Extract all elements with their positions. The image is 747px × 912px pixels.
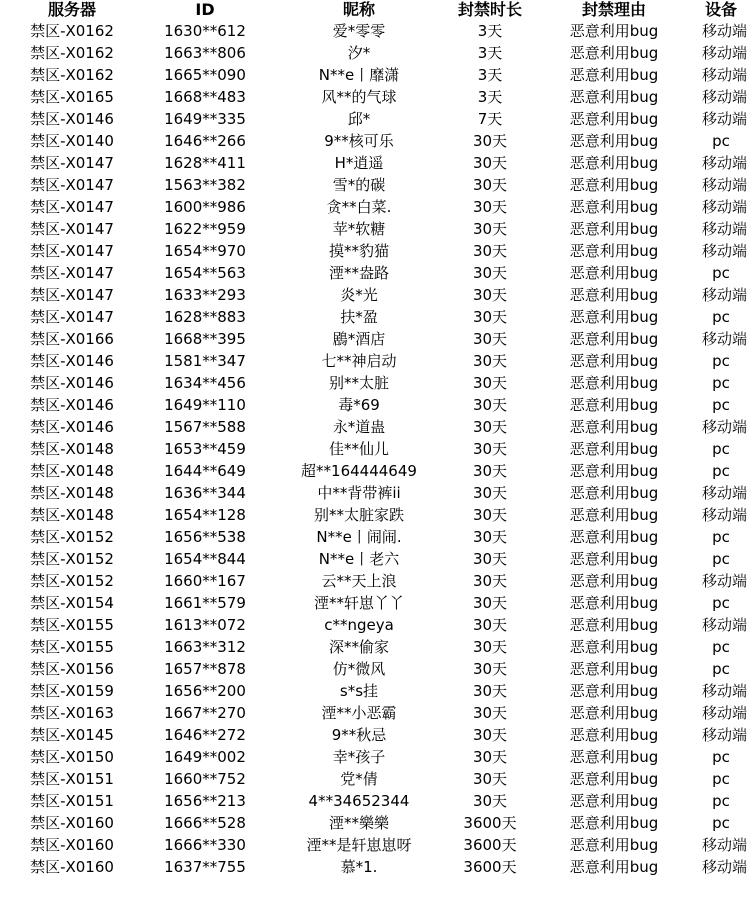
cell-duration: 3天 bbox=[477, 22, 503, 40]
cell-server: 禁区-X0147 bbox=[30, 264, 114, 282]
cell-duration: 30天 bbox=[472, 352, 508, 370]
cell-server: 禁区-X0162 bbox=[30, 66, 114, 84]
cell-server: 禁区-X0146 bbox=[30, 374, 114, 392]
cell-device: pc bbox=[712, 638, 730, 656]
cell-nickname: 别**太脏家跌 bbox=[313, 506, 404, 524]
cell-device: pc bbox=[712, 748, 730, 766]
cell-nickname: 湮**轩崽丫丫 bbox=[313, 594, 404, 612]
cell-reason: 恶意利用bug bbox=[569, 264, 659, 282]
cell-id: 1665**090 bbox=[164, 66, 246, 84]
table-row bbox=[0, 658, 740, 680]
cell-duration: 30天 bbox=[472, 792, 508, 810]
cell-server: 禁区-X0160 bbox=[30, 836, 114, 854]
cell-nickname: 湮**盎路 bbox=[328, 264, 389, 282]
cell-duration: 30天 bbox=[472, 638, 508, 656]
cell-nickname: 湮**小恶霸 bbox=[321, 704, 397, 722]
cell-nickname: 扶*盈 bbox=[340, 308, 378, 326]
cell-server: 禁区-X0146 bbox=[30, 396, 114, 414]
cell-nickname: 仿*微风 bbox=[332, 660, 386, 678]
cell-device: pc bbox=[712, 814, 730, 832]
table-row bbox=[0, 350, 740, 372]
table-row bbox=[0, 504, 740, 526]
cell-server: 禁区-X0147 bbox=[30, 154, 114, 172]
cell-reason: 恶意利用bug bbox=[569, 440, 659, 458]
cell-nickname: 中**背带裤ii bbox=[317, 484, 401, 502]
cell-duration: 30天 bbox=[472, 286, 508, 304]
cell-duration: 30天 bbox=[472, 770, 508, 788]
cell-nickname: 湮**是轩崽崽呀 bbox=[306, 836, 412, 854]
cell-device: 移动端 bbox=[702, 858, 747, 876]
cell-id: 1600**986 bbox=[164, 198, 246, 216]
cell-id: 1630**612 bbox=[164, 22, 246, 40]
header-id: ID bbox=[195, 0, 215, 19]
cell-nickname: N**e丨老六 bbox=[318, 550, 400, 568]
cell-duration: 30天 bbox=[472, 572, 508, 590]
cell-server: 禁区-X0146 bbox=[30, 418, 114, 436]
table-row bbox=[0, 812, 740, 834]
table-row bbox=[0, 86, 740, 108]
cell-id: 1628**883 bbox=[164, 308, 246, 326]
cell-id: 1646**272 bbox=[164, 726, 246, 744]
cell-server: 禁区-X0148 bbox=[30, 462, 114, 480]
cell-id: 1656**538 bbox=[164, 528, 246, 546]
header-reason: 封禁理由 bbox=[581, 0, 646, 19]
cell-device: 移动端 bbox=[702, 220, 747, 238]
cell-duration: 3天 bbox=[477, 88, 503, 106]
cell-duration: 30天 bbox=[472, 704, 508, 722]
cell-device: 移动端 bbox=[702, 506, 747, 524]
cell-duration: 30天 bbox=[472, 154, 508, 172]
cell-device: pc bbox=[712, 462, 730, 480]
table-row bbox=[0, 416, 740, 438]
table-row bbox=[0, 262, 740, 284]
cell-reason: 恶意利用bug bbox=[569, 748, 659, 766]
cell-duration: 30天 bbox=[472, 506, 508, 524]
cell-id: 1663**312 bbox=[164, 638, 246, 656]
table-header bbox=[0, 0, 740, 20]
cell-reason: 恶意利用bug bbox=[569, 66, 659, 84]
cell-nickname: 摸**豹猫 bbox=[328, 242, 389, 260]
cell-reason: 恶意利用bug bbox=[569, 638, 659, 656]
table-row bbox=[0, 570, 740, 592]
table-body bbox=[0, 20, 747, 878]
cell-reason: 恶意利用bug bbox=[569, 770, 659, 788]
cell-id: 1663**806 bbox=[164, 44, 246, 62]
cell-server: 禁区-X0150 bbox=[30, 748, 114, 766]
cell-duration: 30天 bbox=[472, 242, 508, 260]
cell-reason: 恶意利用bug bbox=[569, 352, 659, 370]
cell-duration: 30天 bbox=[472, 220, 508, 238]
cell-id: 1667**270 bbox=[164, 704, 246, 722]
cell-device: 移动端 bbox=[702, 242, 747, 260]
cell-duration: 30天 bbox=[472, 198, 508, 216]
cell-nickname: 9**秋忌 bbox=[331, 726, 387, 744]
cell-device: 移动端 bbox=[702, 110, 747, 128]
cell-reason: 恶意利用bug bbox=[569, 176, 659, 194]
cell-device: 移动端 bbox=[702, 484, 747, 502]
table-row bbox=[0, 856, 740, 878]
cell-reason: 恶意利用bug bbox=[569, 44, 659, 62]
table-row bbox=[0, 460, 740, 482]
cell-id: 1666**528 bbox=[164, 814, 246, 832]
cell-id: 1636**344 bbox=[164, 484, 246, 502]
cell-duration: 30天 bbox=[472, 484, 508, 502]
cell-reason: 恶意利用bug bbox=[569, 594, 659, 612]
cell-server: 禁区-X0165 bbox=[30, 88, 114, 106]
cell-reason: 恶意利用bug bbox=[569, 660, 659, 678]
table-row bbox=[0, 42, 740, 64]
cell-server: 禁区-X0159 bbox=[30, 682, 114, 700]
cell-device: pc bbox=[712, 550, 730, 568]
cell-duration: 30天 bbox=[472, 528, 508, 546]
cell-nickname: 幸*孩子 bbox=[332, 748, 386, 766]
cell-device: pc bbox=[712, 264, 730, 282]
cell-device: 移动端 bbox=[702, 616, 747, 634]
cell-nickname: 佳**仙儿 bbox=[328, 440, 389, 458]
cell-server: 禁区-X0155 bbox=[30, 638, 114, 656]
table-row bbox=[0, 724, 740, 746]
cell-duration: 30天 bbox=[472, 176, 508, 194]
cell-server: 禁区-X0147 bbox=[30, 198, 114, 216]
cell-duration: 30天 bbox=[472, 660, 508, 678]
cell-duration: 30天 bbox=[472, 308, 508, 326]
cell-device: pc bbox=[712, 308, 730, 326]
cell-duration: 30天 bbox=[472, 462, 508, 480]
table-row bbox=[0, 592, 740, 614]
cell-nickname: 苹*软糖 bbox=[332, 220, 386, 238]
cell-id: 1644**649 bbox=[164, 462, 246, 480]
cell-nickname: 风**的气球 bbox=[321, 88, 397, 106]
table-row bbox=[0, 746, 740, 768]
cell-device: 移动端 bbox=[702, 418, 747, 436]
cell-id: 1563**382 bbox=[164, 176, 246, 194]
cell-device: pc bbox=[712, 396, 730, 414]
cell-server: 禁区-X0151 bbox=[30, 770, 114, 788]
table-row bbox=[0, 108, 740, 130]
cell-device: pc bbox=[712, 594, 730, 612]
cell-duration: 3600天 bbox=[463, 836, 517, 854]
cell-reason: 恶意利用bug bbox=[569, 836, 659, 854]
cell-server: 禁区-X0152 bbox=[30, 572, 114, 590]
table-row bbox=[0, 548, 740, 570]
cell-reason: 恶意利用bug bbox=[569, 242, 659, 260]
cell-nickname: H*逍遥 bbox=[334, 154, 384, 172]
cell-reason: 恶意利用bug bbox=[569, 616, 659, 634]
cell-nickname: 别**太脏 bbox=[328, 374, 389, 392]
cell-device: 移动端 bbox=[702, 198, 747, 216]
header-server: 服务器 bbox=[47, 0, 96, 19]
cell-duration: 30天 bbox=[472, 616, 508, 634]
cell-nickname: N**e丨闹闹. bbox=[316, 528, 402, 546]
cell-device: pc bbox=[712, 770, 730, 788]
cell-nickname: 爱*零零 bbox=[332, 22, 386, 40]
cell-nickname: 永*道蛊 bbox=[332, 418, 386, 436]
cell-reason: 恶意利用bug bbox=[569, 462, 659, 480]
cell-id: 1657**878 bbox=[164, 660, 246, 678]
cell-id: 1654**128 bbox=[164, 506, 246, 524]
cell-id: 1637**755 bbox=[164, 858, 246, 876]
cell-device: 移动端 bbox=[702, 704, 747, 722]
table-row bbox=[0, 328, 740, 350]
cell-reason: 恶意利用bug bbox=[569, 506, 659, 524]
cell-duration: 30天 bbox=[472, 132, 508, 150]
cell-nickname: c**ngeya bbox=[324, 616, 394, 634]
cell-nickname: 慕*1. bbox=[340, 858, 378, 876]
cell-server: 禁区-X0147 bbox=[30, 176, 114, 194]
cell-server: 禁区-X0140 bbox=[30, 132, 114, 150]
cell-reason: 恶意利用bug bbox=[569, 110, 659, 128]
cell-nickname: 雪*的碳 bbox=[332, 176, 386, 194]
table-row bbox=[0, 614, 740, 636]
cell-duration: 30天 bbox=[472, 440, 508, 458]
cell-id: 1646**266 bbox=[164, 132, 246, 150]
cell-nickname: 七**神启动 bbox=[321, 352, 397, 370]
cell-server: 禁区-X0146 bbox=[30, 110, 114, 128]
cell-id: 1634**456 bbox=[164, 374, 246, 392]
cell-device: 移动端 bbox=[702, 572, 747, 590]
table-row bbox=[0, 372, 740, 394]
cell-server: 禁区-X0152 bbox=[30, 550, 114, 568]
cell-duration: 3天 bbox=[477, 66, 503, 84]
header-duration: 封禁时长 bbox=[457, 0, 522, 19]
cell-server: 禁区-X0151 bbox=[30, 792, 114, 810]
cell-server: 禁区-X0145 bbox=[30, 726, 114, 744]
cell-duration: 3600天 bbox=[463, 814, 517, 832]
cell-id: 1649**110 bbox=[164, 396, 246, 414]
table-row bbox=[0, 680, 740, 702]
cell-reason: 恶意利用bug bbox=[569, 550, 659, 568]
table-row bbox=[0, 152, 740, 174]
cell-nickname: 9**核可乐 bbox=[324, 132, 394, 150]
cell-nickname: 汐* bbox=[347, 44, 371, 62]
cell-reason: 恶意利用bug bbox=[569, 374, 659, 392]
cell-device: 移动端 bbox=[702, 836, 747, 854]
cell-server: 禁区-X0162 bbox=[30, 22, 114, 40]
cell-server: 禁区-X0148 bbox=[30, 484, 114, 502]
cell-device: 移动端 bbox=[702, 726, 747, 744]
cell-device: 移动端 bbox=[702, 176, 747, 194]
table-row bbox=[0, 438, 740, 460]
cell-server: 禁区-X0155 bbox=[30, 616, 114, 634]
cell-id: 1668**483 bbox=[164, 88, 246, 106]
cell-nickname: 邱* bbox=[347, 110, 371, 128]
cell-nickname: 超**164444649 bbox=[301, 462, 417, 480]
cell-id: 1656**213 bbox=[164, 792, 246, 810]
cell-duration: 30天 bbox=[472, 264, 508, 282]
cell-reason: 恶意利用bug bbox=[569, 330, 659, 348]
cell-nickname: 贪**白菜. bbox=[326, 198, 392, 216]
cell-device: 移动端 bbox=[702, 44, 747, 62]
cell-reason: 恶意利用bug bbox=[569, 418, 659, 436]
cell-nickname: 湮**樂樂 bbox=[328, 814, 389, 832]
table-row bbox=[0, 790, 740, 812]
cell-nickname: 深**偷家 bbox=[328, 638, 389, 656]
cell-id: 1613**072 bbox=[164, 616, 246, 634]
cell-device: 移动端 bbox=[702, 22, 747, 40]
cell-device: 移动端 bbox=[702, 682, 747, 700]
cell-server: 禁区-X0160 bbox=[30, 814, 114, 832]
cell-reason: 恶意利用bug bbox=[569, 198, 659, 216]
cell-id: 1653**459 bbox=[164, 440, 246, 458]
cell-device: 移动端 bbox=[702, 330, 747, 348]
cell-reason: 恶意利用bug bbox=[569, 858, 659, 876]
table-row bbox=[0, 526, 740, 548]
cell-id: 1654**844 bbox=[164, 550, 246, 568]
cell-nickname: 炎*光 bbox=[340, 286, 378, 304]
cell-nickname: s*s挂 bbox=[339, 682, 379, 700]
cell-nickname: 毒*69 bbox=[338, 396, 380, 414]
cell-id: 1666**330 bbox=[164, 836, 246, 854]
table-row bbox=[0, 196, 740, 218]
cell-nickname: 党*倩 bbox=[340, 770, 378, 788]
cell-reason: 恶意利用bug bbox=[569, 220, 659, 238]
cell-reason: 恶意利用bug bbox=[569, 484, 659, 502]
cell-duration: 30天 bbox=[472, 682, 508, 700]
table-row bbox=[0, 702, 740, 724]
cell-server: 禁区-X0147 bbox=[30, 220, 114, 238]
cell-duration: 3天 bbox=[477, 44, 503, 62]
cell-device: pc bbox=[712, 352, 730, 370]
table-row bbox=[0, 394, 740, 416]
cell-device: pc bbox=[712, 792, 730, 810]
table-row bbox=[0, 174, 740, 196]
cell-nickname: 鶋*酒店 bbox=[332, 330, 386, 348]
cell-reason: 恶意利用bug bbox=[569, 528, 659, 546]
cell-device: 移动端 bbox=[702, 88, 747, 106]
cell-reason: 恶意利用bug bbox=[569, 814, 659, 832]
cell-duration: 30天 bbox=[472, 594, 508, 612]
cell-nickname: N**e丨靡潇 bbox=[318, 66, 400, 84]
cell-device: pc bbox=[712, 440, 730, 458]
cell-reason: 恶意利用bug bbox=[569, 572, 659, 590]
header-row bbox=[0, 0, 740, 20]
cell-reason: 恶意利用bug bbox=[569, 396, 659, 414]
cell-server: 禁区-X0147 bbox=[30, 308, 114, 326]
cell-reason: 恶意利用bug bbox=[569, 22, 659, 40]
table-row bbox=[0, 482, 740, 504]
table-row bbox=[0, 284, 740, 306]
cell-id: 1567**588 bbox=[164, 418, 246, 436]
cell-id: 1660**167 bbox=[164, 572, 246, 590]
table-row bbox=[0, 240, 740, 262]
cell-id: 1668**395 bbox=[164, 330, 246, 348]
table-row bbox=[0, 834, 740, 856]
cell-device: pc bbox=[712, 528, 730, 546]
cell-device: 移动端 bbox=[702, 286, 747, 304]
cell-server: 禁区-X0148 bbox=[30, 440, 114, 458]
cell-id: 1654**970 bbox=[164, 242, 246, 260]
cell-server: 禁区-X0163 bbox=[30, 704, 114, 722]
table-row bbox=[0, 768, 740, 790]
cell-device: 移动端 bbox=[702, 66, 747, 84]
cell-nickname: 云**天上浪 bbox=[321, 572, 397, 590]
cell-id: 1633**293 bbox=[164, 286, 246, 304]
cell-id: 1656**200 bbox=[164, 682, 246, 700]
table-row bbox=[0, 20, 740, 42]
cell-server: 禁区-X0147 bbox=[30, 286, 114, 304]
cell-id: 1581**347 bbox=[164, 352, 246, 370]
cell-server: 禁区-X0166 bbox=[30, 330, 114, 348]
cell-reason: 恶意利用bug bbox=[569, 726, 659, 744]
cell-server: 禁区-X0162 bbox=[30, 44, 114, 62]
cell-id: 1622**959 bbox=[164, 220, 246, 238]
cell-server: 禁区-X0147 bbox=[30, 242, 114, 260]
cell-duration: 30天 bbox=[472, 330, 508, 348]
table-row bbox=[0, 636, 740, 658]
cell-id: 1661**579 bbox=[164, 594, 246, 612]
cell-duration: 3600天 bbox=[463, 858, 517, 876]
cell-id: 1649**335 bbox=[164, 110, 246, 128]
cell-server: 禁区-X0160 bbox=[30, 858, 114, 876]
table-row bbox=[0, 130, 740, 152]
cell-device: pc bbox=[712, 374, 730, 392]
table-row bbox=[0, 218, 740, 240]
cell-server: 禁区-X0154 bbox=[30, 594, 114, 612]
cell-device: pc bbox=[712, 660, 730, 678]
cell-id: 1628**411 bbox=[164, 154, 246, 172]
cell-duration: 30天 bbox=[472, 748, 508, 766]
cell-reason: 恶意利用bug bbox=[569, 308, 659, 326]
cell-duration: 30天 bbox=[472, 726, 508, 744]
cell-reason: 恶意利用bug bbox=[569, 154, 659, 172]
cell-server: 禁区-X0146 bbox=[30, 352, 114, 370]
cell-server: 禁区-X0148 bbox=[30, 506, 114, 524]
cell-reason: 恶意利用bug bbox=[569, 88, 659, 106]
cell-reason: 恶意利用bug bbox=[569, 286, 659, 304]
cell-nickname: 4**34652344 bbox=[308, 792, 410, 810]
table-row bbox=[0, 64, 740, 86]
cell-reason: 恶意利用bug bbox=[569, 132, 659, 150]
header-nickname: 昵称 bbox=[342, 0, 375, 19]
cell-id: 1660**752 bbox=[164, 770, 246, 788]
cell-server: 禁区-X0156 bbox=[30, 660, 114, 678]
cell-reason: 恶意利用bug bbox=[569, 704, 659, 722]
cell-id: 1649**002 bbox=[164, 748, 246, 766]
cell-server: 禁区-X0152 bbox=[30, 528, 114, 546]
table-row bbox=[0, 306, 740, 328]
cell-duration: 30天 bbox=[472, 396, 508, 414]
cell-duration: 30天 bbox=[472, 374, 508, 392]
cell-duration: 30天 bbox=[472, 418, 508, 436]
cell-duration: 30天 bbox=[472, 550, 508, 568]
header-device: 设备 bbox=[704, 0, 737, 19]
cell-reason: 恶意利用bug bbox=[569, 792, 659, 810]
cell-id: 1654**563 bbox=[164, 264, 246, 282]
cell-device: 移动端 bbox=[702, 154, 747, 172]
cell-device: pc bbox=[712, 132, 730, 150]
cell-duration: 7天 bbox=[477, 110, 503, 128]
cell-reason: 恶意利用bug bbox=[569, 682, 659, 700]
